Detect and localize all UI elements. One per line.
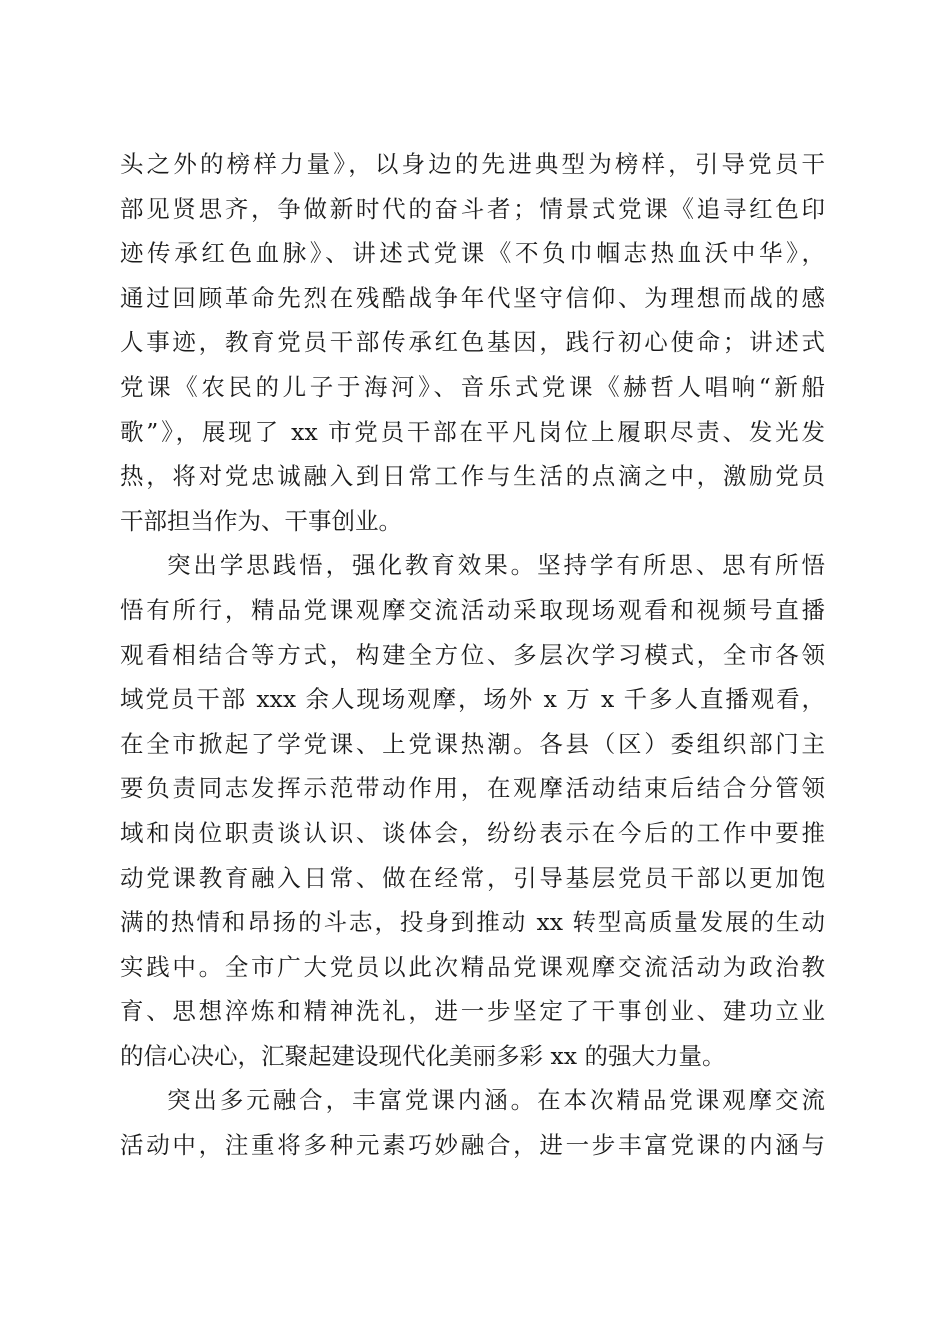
text-line: 通过回顾革命先烈在残酷战争年代坚守信仰、为理想而战的感 — [120, 283, 825, 312]
text-line: 动党课教育融入日常、做在经常，引导基层党员干部以更加饱 — [120, 863, 825, 892]
paragraph — [120, 1078, 825, 1167]
text-line: 要负责同志发挥示范带动作用，在观摩活动结束后结合分管领 — [120, 774, 825, 803]
text-line: 在全市掀起了学党课、上党课热潮。各县（区）委组织部门主 — [120, 729, 825, 758]
paragraph — [120, 543, 825, 1078]
text-line: 育、思想淬炼和精神洗礼，进一步坚定了干事创业、建功立业 — [120, 997, 825, 1026]
text-line: 域党员干部 xxx 余人现场观摩，场外 x 万 x 千多人直播观看， — [120, 685, 825, 714]
paragraph — [120, 142, 825, 543]
text-line: 党课《农民的儿子于海河》、音乐式党课《赫哲人唱响“新船 — [120, 372, 825, 401]
text-line: 域和岗位职责谈认识、谈体会，纷纷表示在今后的工作中要推 — [120, 818, 825, 847]
text-line: 迹传承红色血脉》、讲述式党课《不负巾帼志热血沃中华》， — [120, 239, 825, 268]
text-line: 热，将对党忠诚融入到日常工作与生活的点滴之中，激励党员 — [120, 462, 825, 491]
text-line: 部见贤思齐，争做新时代的奋斗者；情景式党课《追寻红色印 — [120, 194, 825, 223]
text-line: 的信心决心，汇聚起建设现代化美丽多彩 xx 的强大力量。 — [120, 1041, 726, 1070]
text-line: 突出多元融合，丰富党课内涵。在本次精品党课观摩交流 — [167, 1086, 825, 1115]
text-line: 观看相结合等方式，构建全方位、多层次学习模式，全市各领 — [120, 640, 825, 669]
text-line: 歌”》，展现了 xx 市党员干部在平凡岗位上履职尽责、发光发 — [120, 417, 825, 446]
text-line: 活动中，注重将多种元素巧妙融合，进一步丰富党课的内涵与 — [120, 1131, 825, 1160]
text-line: 人事迹，教育党员干部传承红色基因，践行初心使命；讲述式 — [120, 328, 825, 357]
text-line: 悟有所行，精品党课观摩交流活动采取现场观看和视频号直播 — [120, 595, 825, 624]
text-line: 实践中。全市广大党员以此次精品党课观摩交流活动为政治教 — [120, 952, 825, 981]
text-line: 满的热情和昂扬的斗志，投身到推动 xx 转型高质量发展的生动 — [120, 908, 825, 937]
text-line: 突出学思践悟，强化教育效果。坚持学有所思、思有所悟 — [167, 551, 825, 580]
body-text — [120, 142, 825, 1168]
text-line: 头之外的榜样力量》，以身边的先进典型为榜样，引导党员干 — [120, 150, 825, 178]
text-line: 干部担当作为、干事创业。 — [120, 506, 402, 535]
